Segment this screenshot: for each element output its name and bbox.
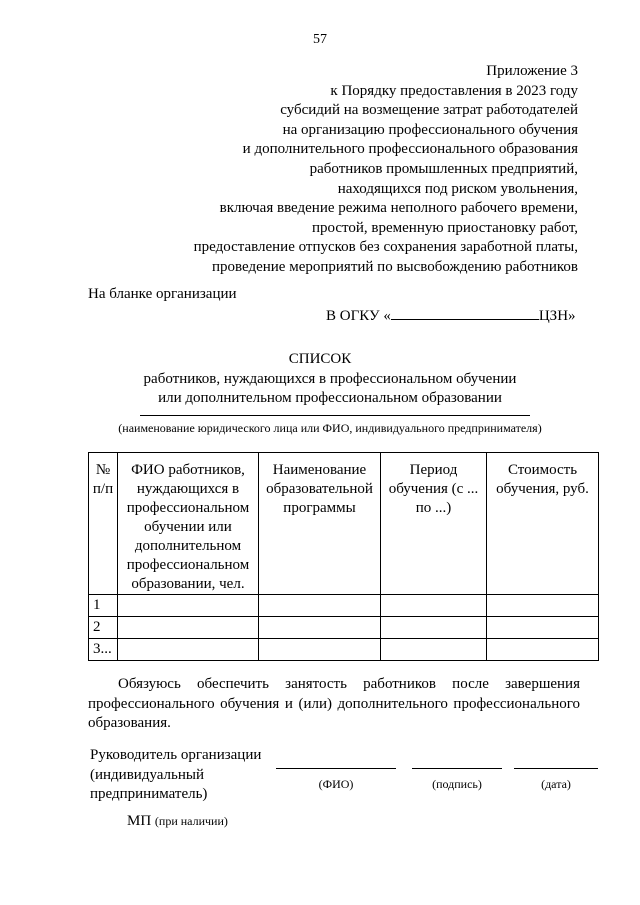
appendix-header bbox=[194, 62, 578, 278]
list-subtitle-2: или дополнительном профессиональном образовании bbox=[158, 390, 502, 406]
header-program: Наименование образовательной программы bbox=[259, 453, 381, 595]
cell[interactable] bbox=[259, 617, 381, 639]
table-header-row bbox=[89, 453, 599, 595]
entity-caption: (наименование юридического лица или ФИО, индивидуального предпринимателя) bbox=[118, 421, 542, 435]
list-subtitle-1: работников, нуждающихся в профессиональном обучении bbox=[143, 371, 517, 387]
stamp-condition: (при наличии) bbox=[154, 814, 228, 828]
table-row bbox=[89, 595, 599, 617]
appendix-line: предоставление отпусков без сохранения заработной платы, bbox=[193, 239, 578, 256]
appendix-line: проведение мероприятий по высвобождению работников bbox=[211, 258, 578, 275]
appendix-line: к Порядку предоставления в 2023 году bbox=[330, 82, 578, 99]
cell[interactable] bbox=[259, 595, 381, 617]
fio-caption: (ФИО) bbox=[318, 777, 354, 791]
header-workers: ФИО работников, нуждающихся в профессиональном обучении или дополнительном профессиональном образовании, чел. bbox=[118, 453, 259, 595]
appendix-line: на организацию профессионального обучения bbox=[282, 121, 578, 138]
cell[interactable] bbox=[118, 595, 259, 617]
row-number: 1 bbox=[89, 595, 118, 617]
addressee-prefix: В ОГКУ « bbox=[326, 308, 391, 324]
appendix-line: работников промышленных предприятий, bbox=[309, 160, 578, 177]
letterhead-note: На бланке организации bbox=[88, 286, 237, 302]
row-number: 2 bbox=[89, 617, 118, 639]
cell[interactable] bbox=[381, 595, 487, 617]
entity-name-line[interactable] bbox=[140, 415, 530, 416]
stamp-note bbox=[127, 813, 228, 830]
page-number: 57 bbox=[313, 32, 327, 47]
cell[interactable] bbox=[487, 639, 599, 661]
date-caption: (дата) bbox=[541, 777, 571, 791]
signature-line[interactable] bbox=[412, 768, 502, 769]
appendix-line: Приложение 3 bbox=[486, 63, 578, 79]
date-line[interactable] bbox=[514, 768, 598, 769]
appendix-line: и дополнительного профессионального образования bbox=[242, 141, 578, 158]
table-row bbox=[89, 639, 599, 661]
cell[interactable] bbox=[381, 617, 487, 639]
header-period: Период обучения (с ... по ...) bbox=[381, 453, 487, 595]
addressee-blank[interactable] bbox=[391, 307, 539, 320]
header-number: № п/п bbox=[89, 453, 118, 595]
signer-title bbox=[90, 746, 261, 805]
signer-line: предприниматель) bbox=[90, 786, 208, 802]
stamp-label: МП bbox=[127, 813, 152, 829]
signature-caption: (подпись) bbox=[432, 777, 482, 791]
appendix-line: субсидий на возмещение затрат работодателей bbox=[280, 102, 578, 119]
cell[interactable] bbox=[118, 639, 259, 661]
signer-line: (индивидуальный bbox=[90, 766, 205, 783]
signer-line: Руководитель организации bbox=[90, 747, 262, 763]
workers-table bbox=[88, 452, 599, 661]
cell[interactable] bbox=[118, 617, 259, 639]
cell[interactable] bbox=[381, 639, 487, 661]
appendix-line: включая введение режима неполного рабочего времени, bbox=[219, 200, 578, 217]
fio-line[interactable] bbox=[276, 768, 396, 769]
table-row bbox=[89, 617, 599, 639]
cell[interactable] bbox=[259, 639, 381, 661]
commitment-text: Обязуюсь обеспечить занятость работников после завершения профессионального обучения и (или) дополнительного профессионального образования. bbox=[88, 676, 580, 731]
addressee bbox=[326, 307, 576, 325]
appendix-line: простой, временную приостановку работ, bbox=[311, 219, 578, 236]
cell[interactable] bbox=[487, 595, 599, 617]
cell[interactable] bbox=[487, 617, 599, 639]
header-cost: Стоимость обучения, руб. bbox=[487, 453, 599, 595]
list-title: СПИСОК bbox=[288, 351, 352, 367]
addressee-suffix: ЦЗН» bbox=[538, 308, 576, 324]
row-number: 3... bbox=[89, 639, 118, 661]
appendix-line: находящихся под риском увольнения, bbox=[337, 180, 578, 197]
